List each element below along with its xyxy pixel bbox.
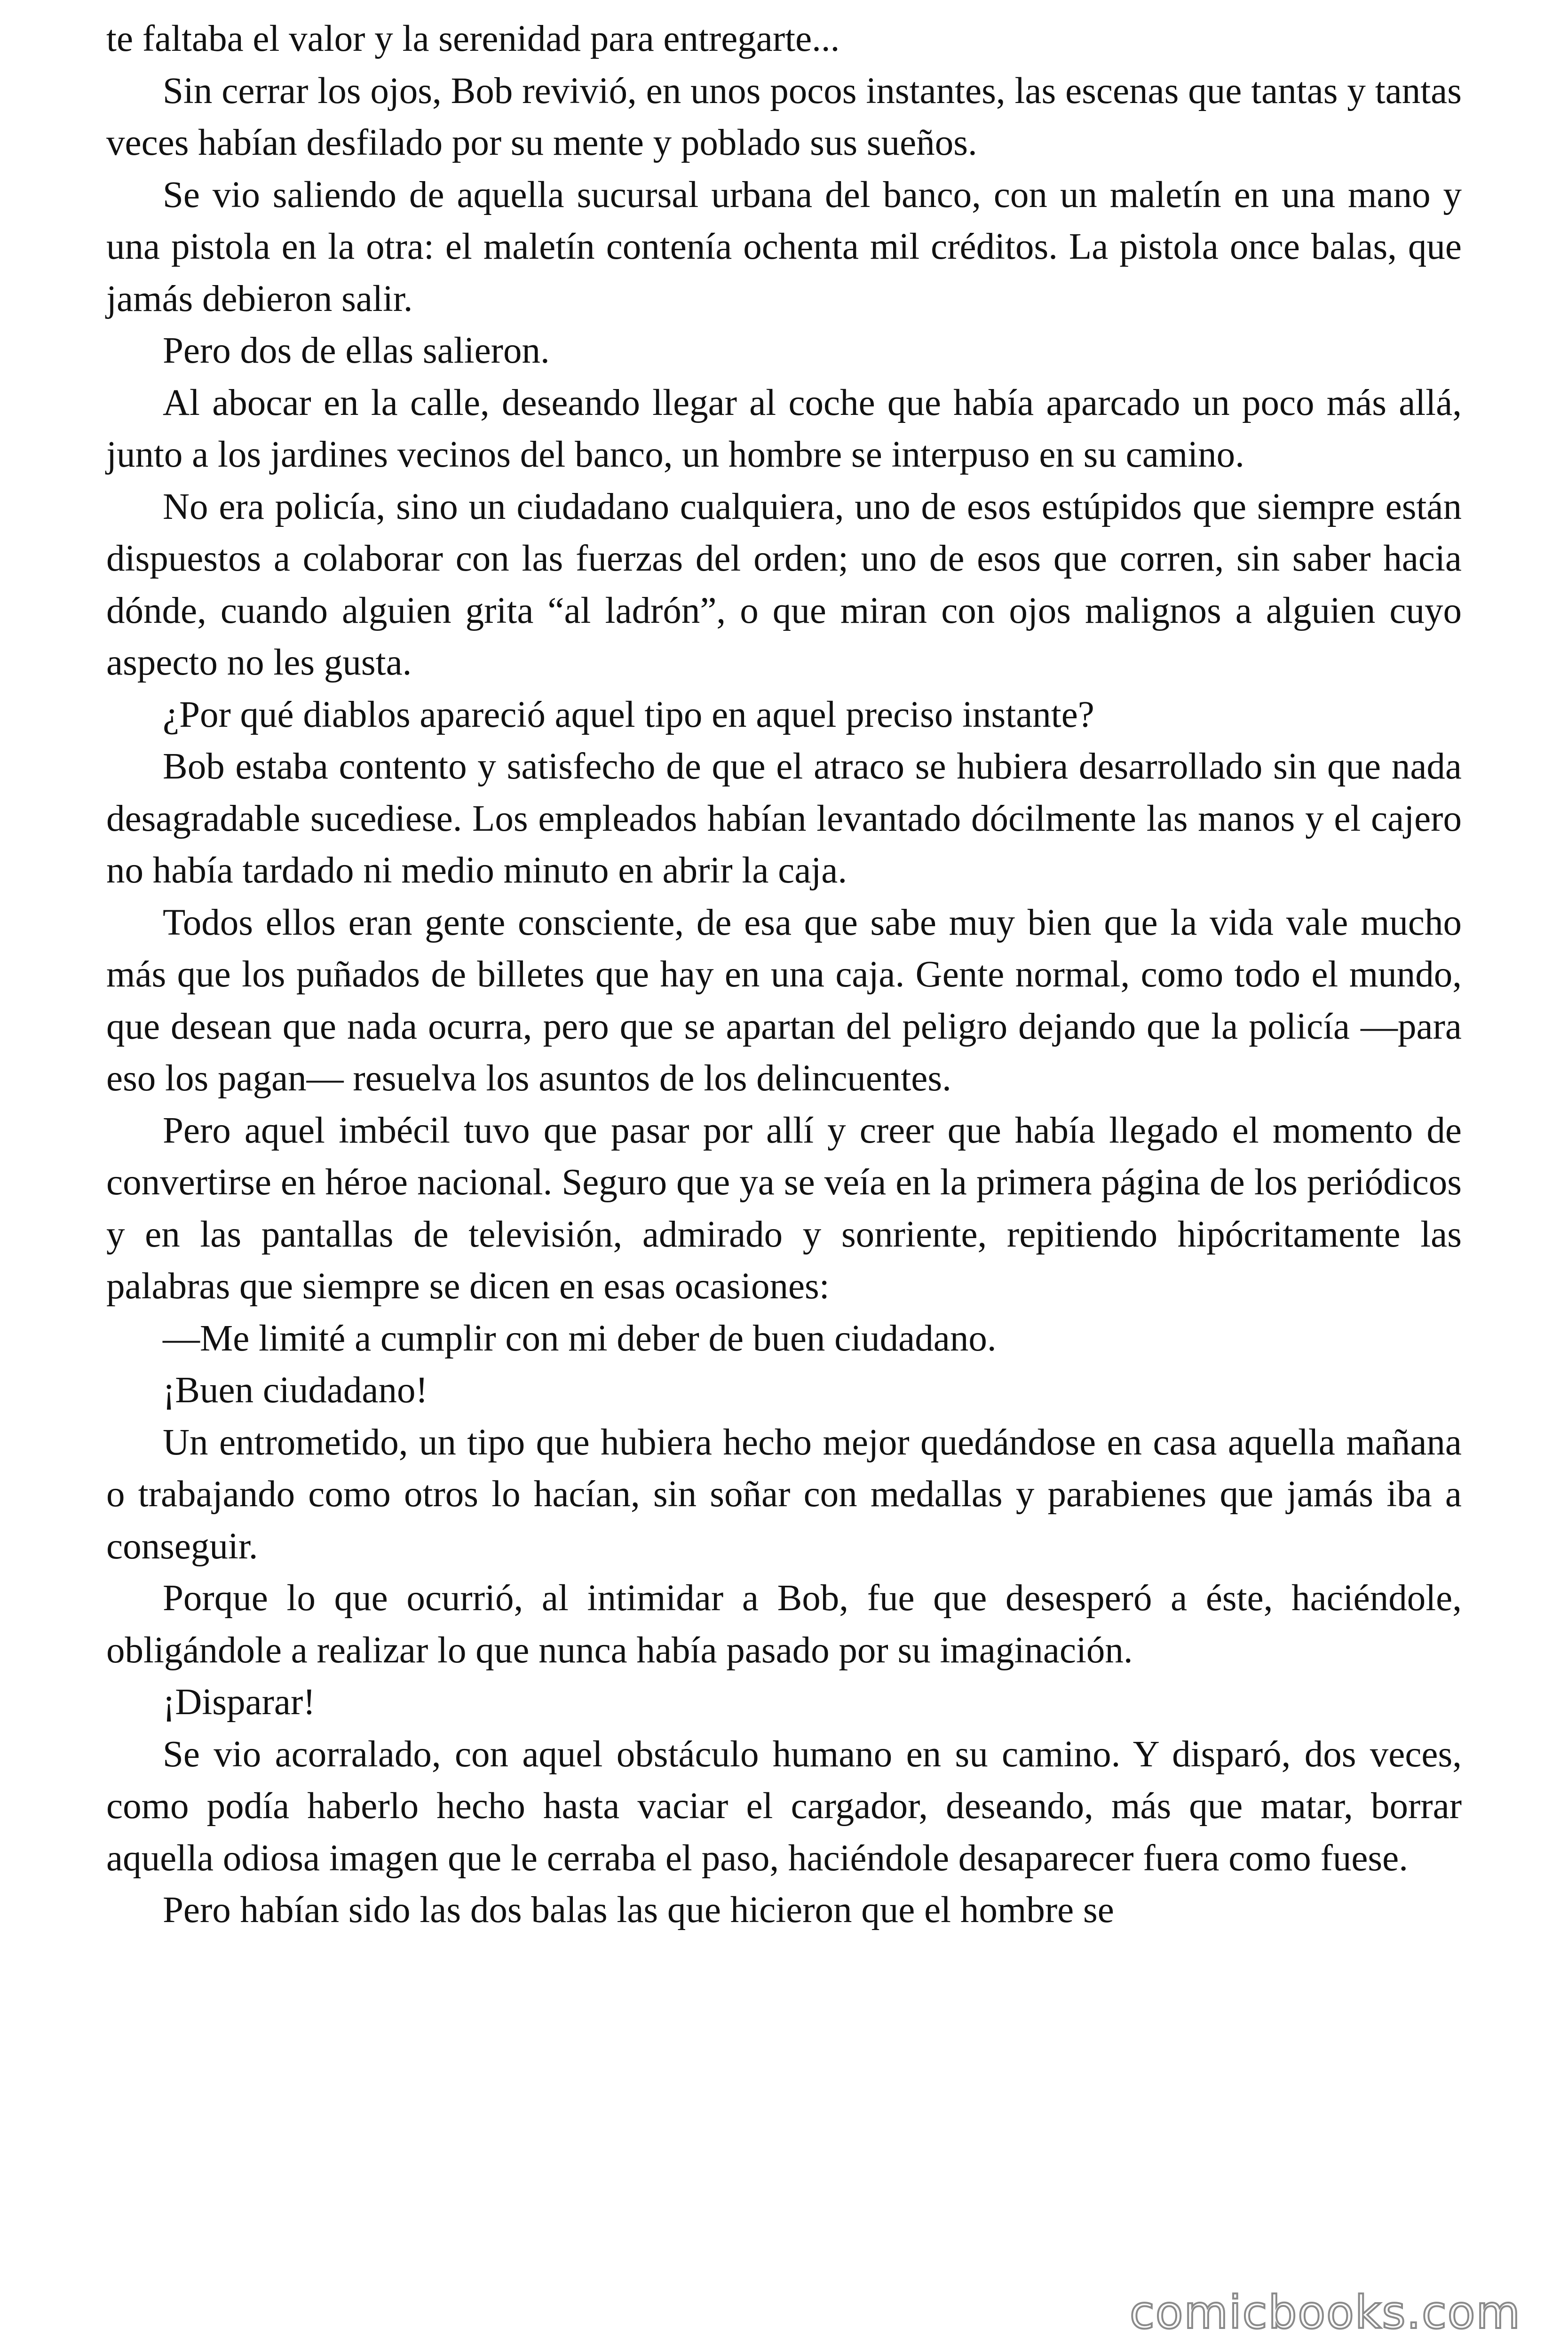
paragraph-5: Al abocar en la calle, deseando llegar al coche que había aparcado un poco más allá, junto a los jardines vecinos del banco, un hombre se interpuso en su camino. [106, 382, 1462, 475]
paragraph-16: Se vio acorralado, con aquel obstáculo humano en su camino. Y disparó, dos veces, como podía haberlo hecho hasta vaciar el cargador, deseando, más que matar, borrar aquella odiosa imagen que le cerraba el paso, haciéndole desaparecer fuera como fuese. [106, 1733, 1462, 1879]
paragraph-13: Un entrometido, un tipo que hubiera hecho mejor quedándose en casa aquella mañana o trabajando como otros lo hacían, sin soñar con medallas y parabienes que jamás iba a conseguir. [106, 1422, 1462, 1567]
paragraph-3: Se vio saliendo de aquella sucursal urbana del banco, con un maletín en una mano y una pistola en la otra: el maletín contenía ochenta mil créditos. La pistola once balas, que jamás debieron salir. [106, 174, 1462, 319]
paragraph-4: Pero dos de ellas salieron. [163, 330, 550, 371]
paragraph-6: No era policía, sino un ciudadano cualquiera, uno de esos estúpidos que siempre están dispuestos a colaborar con las fuerzas del orden; uno de esos que corren, sin saber hacia dónde, cuando alguien grita “al ladrón”, o que miran con ojos malignos a alguien cuyo aspecto no les gusta. [106, 486, 1462, 683]
paragraph-11: —Me limité a cumplir con mi deber de buen ciudadano. [163, 1318, 997, 1359]
watermark: comicbooks.com [1129, 2286, 1521, 2339]
paragraph-14: Porque lo que ocurrió, al intimidar a Bob, fue que desesperó a éste, haciéndole, obligándole a realizar lo que nunca había pasado por su imaginación. [106, 1578, 1462, 1671]
paragraph-2: Sin cerrar los ojos, Bob revivió, en unos pocos instantes, las escenas que tantas y tantas veces habían desfilado por su mente y poblado sus sueños. [106, 70, 1462, 163]
paragraph-12: ¡Buen ciudadano! [163, 1370, 428, 1411]
paragraph-15: ¡Disparar! [163, 1682, 316, 1723]
paragraph-17: Pero habían sido las dos balas las que hicieron que el hombre se [163, 1890, 1114, 1931]
paragraph-8: Bob estaba contento y satisfecho de que el atraco se hubiera desarrollado sin que nada desagradable sucediese. Los empleados habían levantado dócilmente las manos y el cajero no había tardado ni medio minuto en abrir la caja. [106, 746, 1462, 891]
paragraph-1: te faltaba el valor y la serenidad para entregarte... [106, 18, 840, 59]
book-page-text [106, 13, 1462, 1937]
paragraph-7: ¿Por qué diablos apareció aquel tipo en aquel preciso instante? [163, 694, 1094, 735]
paragraph-10: Pero aquel imbécil tuvo que pasar por allí y creer que había llegado el momento de convertirse en héroe nacional. Seguro que ya se veía en la primera página de los periódicos y en las pantallas de televisión, admirado y sonriente, repitiendo hipócritamente las palabras que siempre se dicen en esas ocasiones: [106, 1110, 1462, 1307]
paragraph-9: Todos ellos eran gente consciente, de esa que sabe muy bien que la vida vale mucho más que los puñados de billetes que hay en una caja. Gente normal, como todo el mundo, que desean que nada ocurra, pero que se apartan del peligro dejando que la policía —para eso los pagan— resuelva los asuntos de los delincuentes. [106, 902, 1462, 1099]
